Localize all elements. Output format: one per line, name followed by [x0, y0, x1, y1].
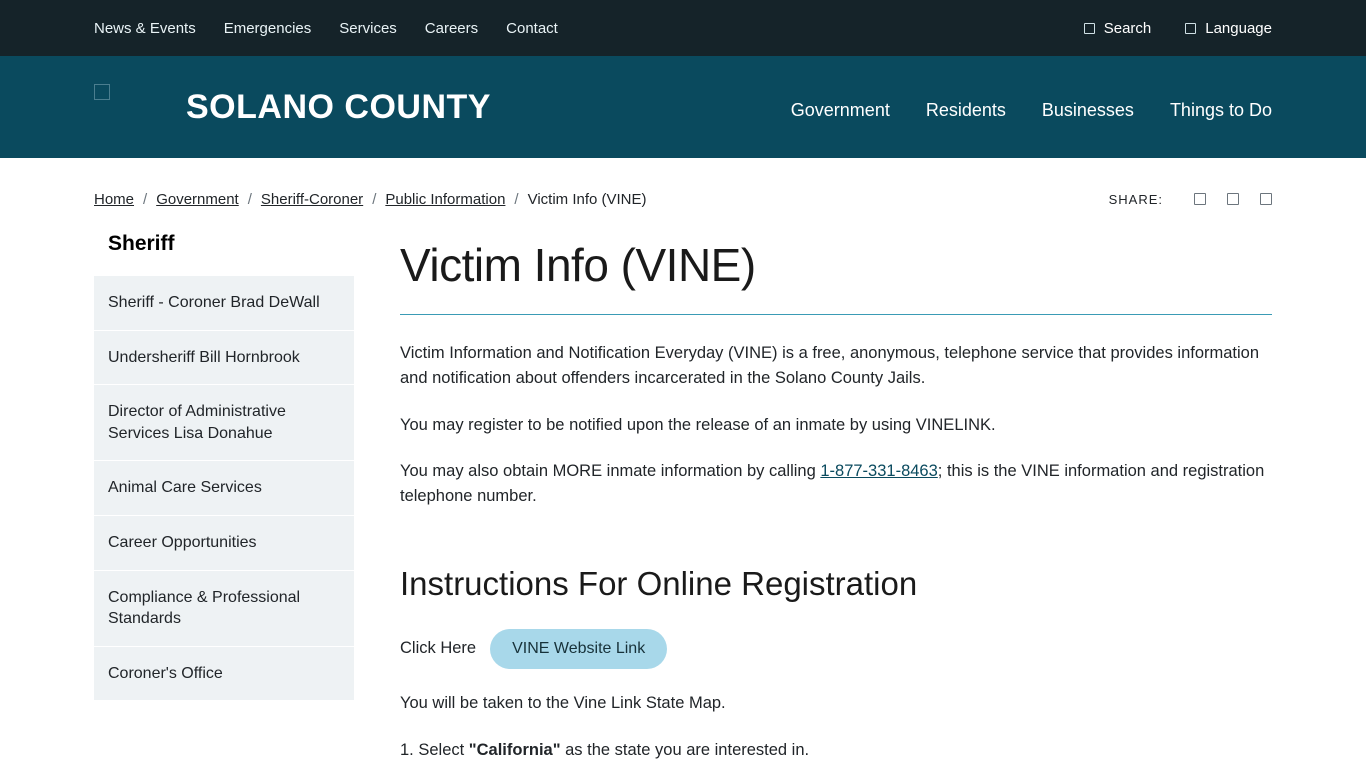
main-content — [400, 214, 1272, 768]
phone-link[interactable]: 1-877-331-8463 — [820, 462, 938, 481]
breadcrumb-item-home[interactable]: Home — [94, 190, 135, 208]
facebook-icon[interactable] — [1194, 193, 1206, 205]
breadcrumb — [94, 191, 647, 208]
language-button[interactable] — [1185, 20, 1272, 37]
breadcrumb-item-public-information[interactable]: Public Information — [385, 190, 506, 208]
sidebar-item-compliance-standards[interactable]: Compliance & Professional Standards — [94, 571, 354, 647]
sidebar-item-career-opportunities[interactable]: Career Opportunities — [94, 516, 354, 571]
utility-link-emergencies[interactable]: Emergencies — [223, 19, 312, 37]
nav-item-government[interactable]: Government — [790, 99, 890, 120]
email-icon[interactable] — [1260, 193, 1272, 205]
click-here-label: Click Here — [400, 639, 477, 658]
share-group — [1109, 192, 1272, 207]
sidebar-item-undersheriff[interactable]: Undersheriff Bill Hornbrook — [94, 331, 354, 386]
state-map-paragraph: You will be taken to the Vine Link State Map. — [400, 693, 726, 712]
utility-tools — [1084, 20, 1272, 37]
sidebar-item-director-admin-services[interactable]: Director of Administrative Services Lisa Donahue — [94, 385, 354, 461]
utility-link-news-events[interactable]: News & Events — [94, 19, 196, 37]
utility-link-careers[interactable]: Careers — [424, 19, 479, 37]
nav-item-businesses[interactable]: Businesses — [1041, 99, 1134, 120]
step1-bold: "California" — [468, 740, 561, 759]
sidebar-item-sheriff-coroner[interactable]: Sheriff - Coroner Brad DeWall — [94, 276, 354, 331]
search-label: Search — [1103, 19, 1152, 37]
breadcrumb-separator: / — [143, 190, 148, 208]
share-label: SHARE: — [1108, 191, 1163, 207]
twitter-icon[interactable] — [1227, 193, 1239, 205]
utility-bar — [0, 0, 1366, 56]
page-title: Victim Info (VINE) — [400, 239, 756, 291]
intro-paragraph: Victim Information and Notification Everyday (VINE) is a free, anonymous, telephone service that provides information and notification about offenders incarcerated in the Solano County Jails. — [400, 344, 1260, 387]
sidebar-menu — [94, 276, 354, 701]
nav-item-residents[interactable]: Residents — [925, 99, 1006, 120]
breadcrumb-item-government[interactable]: Government — [156, 190, 239, 208]
click-here-row — [400, 629, 1272, 669]
sidebar-item-coroners-office[interactable]: Coroner's Office — [94, 647, 354, 702]
breadcrumb-separator: / — [514, 190, 519, 208]
site-header — [0, 56, 1366, 158]
county-seal-icon — [94, 84, 110, 100]
nav-item-things-to-do[interactable]: Things to Do — [1169, 99, 1272, 120]
vine-website-link-button[interactable]: VINE Website Link — [490, 629, 667, 669]
language-label: Language — [1205, 19, 1272, 37]
sidebar — [94, 214, 354, 768]
section-heading-instructions: Instructions For Online Registration — [400, 564, 918, 602]
breadcrumb-item-sheriff-coroner[interactable]: Sheriff-Coroner — [260, 190, 364, 208]
globe-icon — [1185, 23, 1196, 34]
search-icon — [1084, 23, 1095, 34]
primary-nav — [791, 94, 1272, 121]
breadcrumb-row — [0, 158, 1366, 214]
breadcrumb-separator: / — [372, 190, 377, 208]
search-button[interactable] — [1084, 20, 1152, 37]
breadcrumb-separator: / — [247, 190, 252, 208]
page-body — [0, 214, 1366, 768]
utility-link-contact[interactable]: Contact — [506, 19, 558, 37]
sidebar-item-animal-care-services[interactable]: Animal Care Services — [94, 461, 354, 516]
breadcrumb-item-current: Victim Info (VINE) — [527, 190, 647, 208]
logo-link[interactable] — [94, 84, 491, 130]
utility-nav — [94, 20, 558, 37]
instruction-step-1 — [400, 738, 1272, 763]
step1-after: as the state you are interested in. — [560, 740, 810, 759]
step1-before: 1. Select — [400, 740, 469, 759]
utility-link-services[interactable]: Services — [339, 19, 397, 37]
phone-paragraph-before: You may also obtain MORE inmate information by calling — [400, 462, 821, 481]
phone-paragraph — [400, 459, 1272, 509]
title-divider — [400, 314, 1272, 315]
sidebar-heading: Sheriff — [108, 232, 175, 255]
site-title: SOLANO COUNTY — [186, 87, 491, 126]
phone-paragraph-after: ; this is the VINE information and registration telephone number. — [400, 462, 1265, 505]
registration-paragraph: You may register to be notified upon the release of an inmate by using VINELINK. — [400, 415, 996, 434]
